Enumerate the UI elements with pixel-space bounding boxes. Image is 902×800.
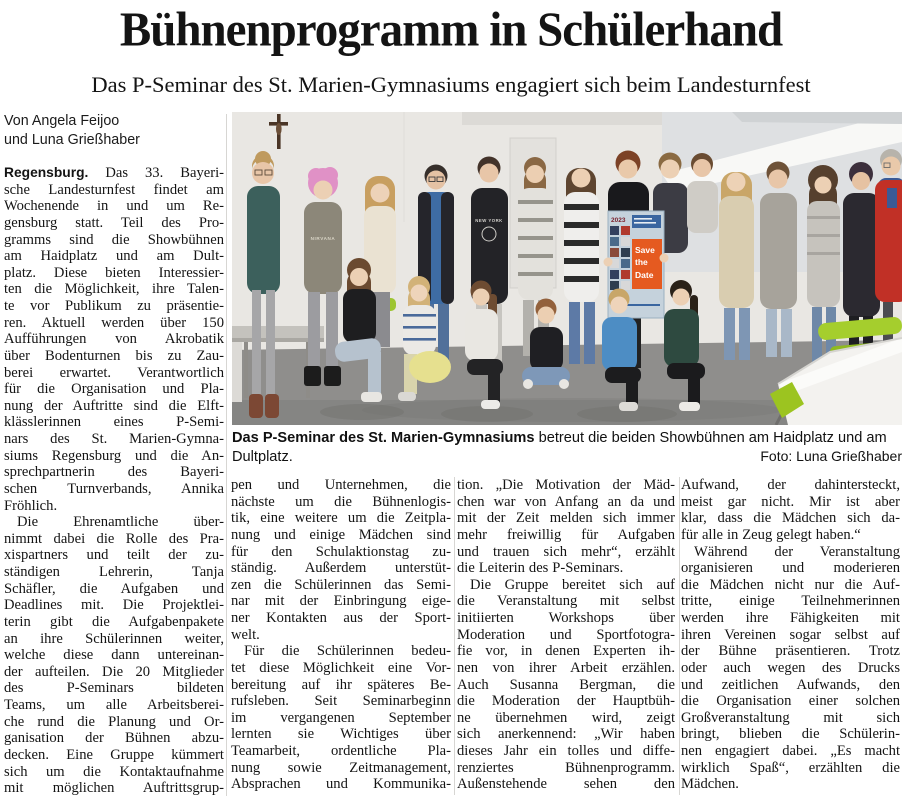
- column-rule: [679, 477, 680, 795]
- text-line: Für die Schülerinnen bedeu-: [244, 643, 451, 660]
- text-line: welche diese dann untereinan-: [4, 647, 224, 664]
- text-line: der Bühne präsentieren. Trotz: [681, 643, 900, 660]
- text-line: die Veranstaltung mit selbst: [457, 593, 675, 610]
- text-line: sprechpartnerin des Bayeri-: [4, 464, 224, 481]
- text-line: sich anerkennend: „Wir haben: [457, 726, 675, 743]
- text-line: am Haidplatz und am Dult-: [4, 248, 224, 265]
- text-line: mit der Zeit melden sich immer: [457, 510, 675, 527]
- text-line: che rund die Planung und Or-: [4, 713, 224, 730]
- text-line: welt.: [231, 626, 260, 643]
- text-line: für den Schulaktionstag zu-: [231, 543, 451, 560]
- text-line: dieses Jahr ein tolles und diffe-: [457, 743, 675, 759]
- text-line: Außenstehende sehen den: [457, 776, 675, 793]
- text-line: ständigen Lehrerin, Tanja: [4, 564, 224, 580]
- text-line: terin gibt die Aufgabenpakete: [4, 613, 224, 630]
- text-line: schen Turnverbands, Annika: [4, 480, 224, 497]
- text-line: die Moderation der Hauptbüh-: [457, 693, 675, 710]
- caption-text: betreut die beiden Showbühnen am Haidplatz und am Dultplatz.: [232, 430, 887, 465]
- text-line: bringt, blieben die Schülerin-: [681, 726, 900, 743]
- byline: [4, 112, 224, 150]
- text-line: Absprachen und Kommunika-: [231, 776, 451, 793]
- text-line: Deadlines mit. Die Projektlei-: [4, 597, 224, 614]
- text-line: und zeitlichen Aufwands, den: [681, 676, 900, 693]
- text-line: mehr freiwillig für Aufgaben: [457, 526, 675, 543]
- text-line: nung der Auftritte sind die Elft-: [4, 397, 224, 414]
- text-line: te vor Publikum zu präsentie-: [4, 298, 224, 314]
- text-line: des P-Seminars bildeten: [4, 680, 224, 697]
- article-column-4: [681, 477, 900, 793]
- column-rule: [226, 114, 227, 796]
- text-line: Die Gruppe bereitet sich auf: [470, 576, 675, 593]
- text-line: klar, dass die Mädchen sich da-: [681, 510, 900, 527]
- text-line: gramms sind die Showbühnen: [4, 231, 224, 248]
- byline-line: und Luna Grießhaber: [4, 132, 140, 148]
- shadow: [362, 398, 782, 422]
- shirt-text-nirvana: NIRVANA: [310, 236, 336, 241]
- poster-year: 2023: [611, 217, 626, 224]
- text-line: rufsleben. Seit Seminarbeginn: [231, 693, 451, 710]
- group-photo-illustration: [232, 112, 902, 425]
- text-line: Während der Veranstaltung: [694, 543, 900, 560]
- text-line: ihren Vereinen sogar selbst auf: [681, 626, 900, 643]
- text-line: ner Kontakten aus der Sport-: [231, 610, 451, 626]
- baseboard: [232, 342, 242, 402]
- article-column-3: [457, 477, 675, 793]
- text-line: organisieren und moderieren: [681, 560, 900, 577]
- text-line: und trauen sich mehr“, erzählt: [457, 543, 675, 560]
- text-line: tik, eine weitere um die Zeitpla-: [231, 510, 451, 527]
- text-line: nächste um die Bühnenlogis-: [231, 493, 451, 510]
- article-column-2: [231, 477, 451, 793]
- text-line: tritte, einige Teilnehmerinnen: [681, 593, 900, 610]
- text-line: chen war von Anfang an da und: [457, 493, 675, 510]
- text-line: werden ihre Fähigkeiten mit: [681, 610, 900, 626]
- text-line: die Organisation einer solchen: [681, 693, 900, 710]
- text-line: berei erwartet. Verantwortlich: [4, 364, 224, 381]
- text-line: über Bodenturnen bis zu Zau-: [4, 347, 224, 364]
- caption-lead: Das P-Seminar des St. Marien-Gymnasiums: [232, 430, 535, 446]
- text-line: die Mädchen nicht nur die Auf-: [681, 576, 900, 593]
- text-line: Regensburg. Das 33. Bayeri-: [4, 165, 224, 181]
- text-line: ten die Möglichkeit, ihre Talen-: [4, 281, 224, 298]
- text-line: sche Landesturnfest findet am: [4, 181, 224, 198]
- poster-save: Save: [635, 245, 655, 255]
- text-line: initiierten Workshops über: [457, 610, 675, 626]
- text-line: Fröhlich.: [4, 497, 58, 514]
- text-line: Schäfler, die Aufgaben und: [4, 580, 224, 597]
- text-line: klässlerinnen eines P-Semi-: [4, 414, 224, 431]
- text-line: Die Ehrenamtliche über-: [17, 514, 224, 531]
- text-line: bereitung auf ihr späteres Be-: [231, 676, 451, 693]
- article-column-1: [4, 112, 224, 797]
- text-line: wirklich Spaß“, erzählten die: [681, 759, 900, 776]
- text-line: für alle in Zeug gelegt haben.“: [681, 526, 861, 543]
- wall-recess: [462, 112, 662, 125]
- subhead: Das P-Seminar des St. Marien-Gymnasiums engagiert sich beim Landesturnfest: [91, 72, 811, 97]
- text-line: mit möglichen Auftrittsgrup-: [4, 780, 224, 797]
- text-line: Teamarbeit, ordentliche Pla-: [231, 743, 451, 759]
- text-line: tion. „Die Motivation der Mäd-: [457, 477, 675, 493]
- shadow: [320, 404, 404, 420]
- text-line: nen engagiert dabei. „Es macht: [681, 743, 900, 759]
- text-line: lernten sie Wichtiges über: [231, 726, 451, 743]
- photo-caption: [232, 429, 902, 466]
- text-line: an ihre Schülerinnen weiter,: [4, 630, 224, 647]
- text-line: Aufführungen von Akrobatik: [4, 331, 224, 348]
- text-line: tet diese Möglichkeit eine Vor-: [231, 659, 451, 676]
- dateline: Regensburg.: [4, 165, 89, 180]
- text-line: nung sowie Zeitmanagement,: [231, 759, 451, 776]
- article-photo: [232, 112, 902, 425]
- text-line: renziertes Bühnenprogramm.: [457, 759, 675, 776]
- text-line: der aufteilen. Die 20 Mitglieder: [4, 663, 224, 680]
- text-line: xispartners und teilt der zu-: [4, 547, 224, 564]
- text-line: fie vor, in denen Experten ih-: [457, 643, 675, 660]
- text-line: zen die Schülerinnen das Semi-: [231, 576, 451, 593]
- photo-credit: Foto: Luna Grießhaber: [760, 447, 902, 464]
- text-line: nar mit der Einbringung eige-: [231, 593, 451, 610]
- poster-the: the: [635, 257, 648, 267]
- text-line: ne übernehmen wird, zeigt: [457, 709, 675, 726]
- text-line: Großveranstaltung mit sich: [681, 709, 900, 726]
- text-line: nung und einige Mädchen sind: [231, 526, 451, 543]
- text-line: Mädchen.: [681, 776, 739, 793]
- yellow-pillow: [409, 351, 451, 383]
- text-line: Teams, um alle Arbeitsberei-: [4, 697, 224, 713]
- text-line: nars des St. Marien-Gymna-: [4, 431, 224, 447]
- byline-line: Von Angela Feijoo: [4, 113, 120, 129]
- text-line: Moderation und Sportfotogra-: [457, 626, 675, 643]
- poster-date: Date: [635, 270, 654, 280]
- headline: Bühnenprogramm in Schülerhand: [119, 3, 783, 58]
- text-line: Wochenende in und um Re-: [4, 198, 224, 215]
- text-line: ganisation der Bühnen abzu-: [4, 730, 224, 747]
- text-line: für die Organisation und Pla-: [4, 381, 224, 398]
- text-line: ständig. Außerdem unterstüt-: [231, 560, 451, 577]
- text-line: platz. Diese bieten Interessier-: [4, 264, 224, 281]
- text-line: Aufwand, der dahintersteckt,: [681, 477, 900, 493]
- text-line: nen von ihrer Arbeit erzählen.: [457, 659, 675, 676]
- text-line: die Leiterin des P-Seminars.: [457, 560, 624, 577]
- text-line: nimmt dabei die Rolle des Pra-: [4, 530, 224, 547]
- text-line: im vergangenen September: [231, 709, 451, 726]
- text-line: meist gar nicht. Mir ist aber: [681, 493, 900, 510]
- text-line: sich um die Kontaktaufnahme: [4, 763, 224, 780]
- text-line: pen und Unternehmen, die: [231, 477, 451, 493]
- text-line: ren. Aktuell werden über 150: [4, 314, 224, 331]
- column-rule: [454, 477, 455, 795]
- text-line: gensburg statt. Teil des Pro-: [4, 214, 224, 231]
- text-line: decken. Eine Gruppe kümmert: [4, 746, 224, 763]
- text-line: Auch Susanna Bergman, die: [457, 676, 675, 693]
- text-line: oder auch wegen des Drucks: [681, 659, 900, 676]
- text-line: siums Regensburg und die An-: [4, 447, 224, 464]
- shirt-text-newyork: NEW YORK: [475, 218, 503, 223]
